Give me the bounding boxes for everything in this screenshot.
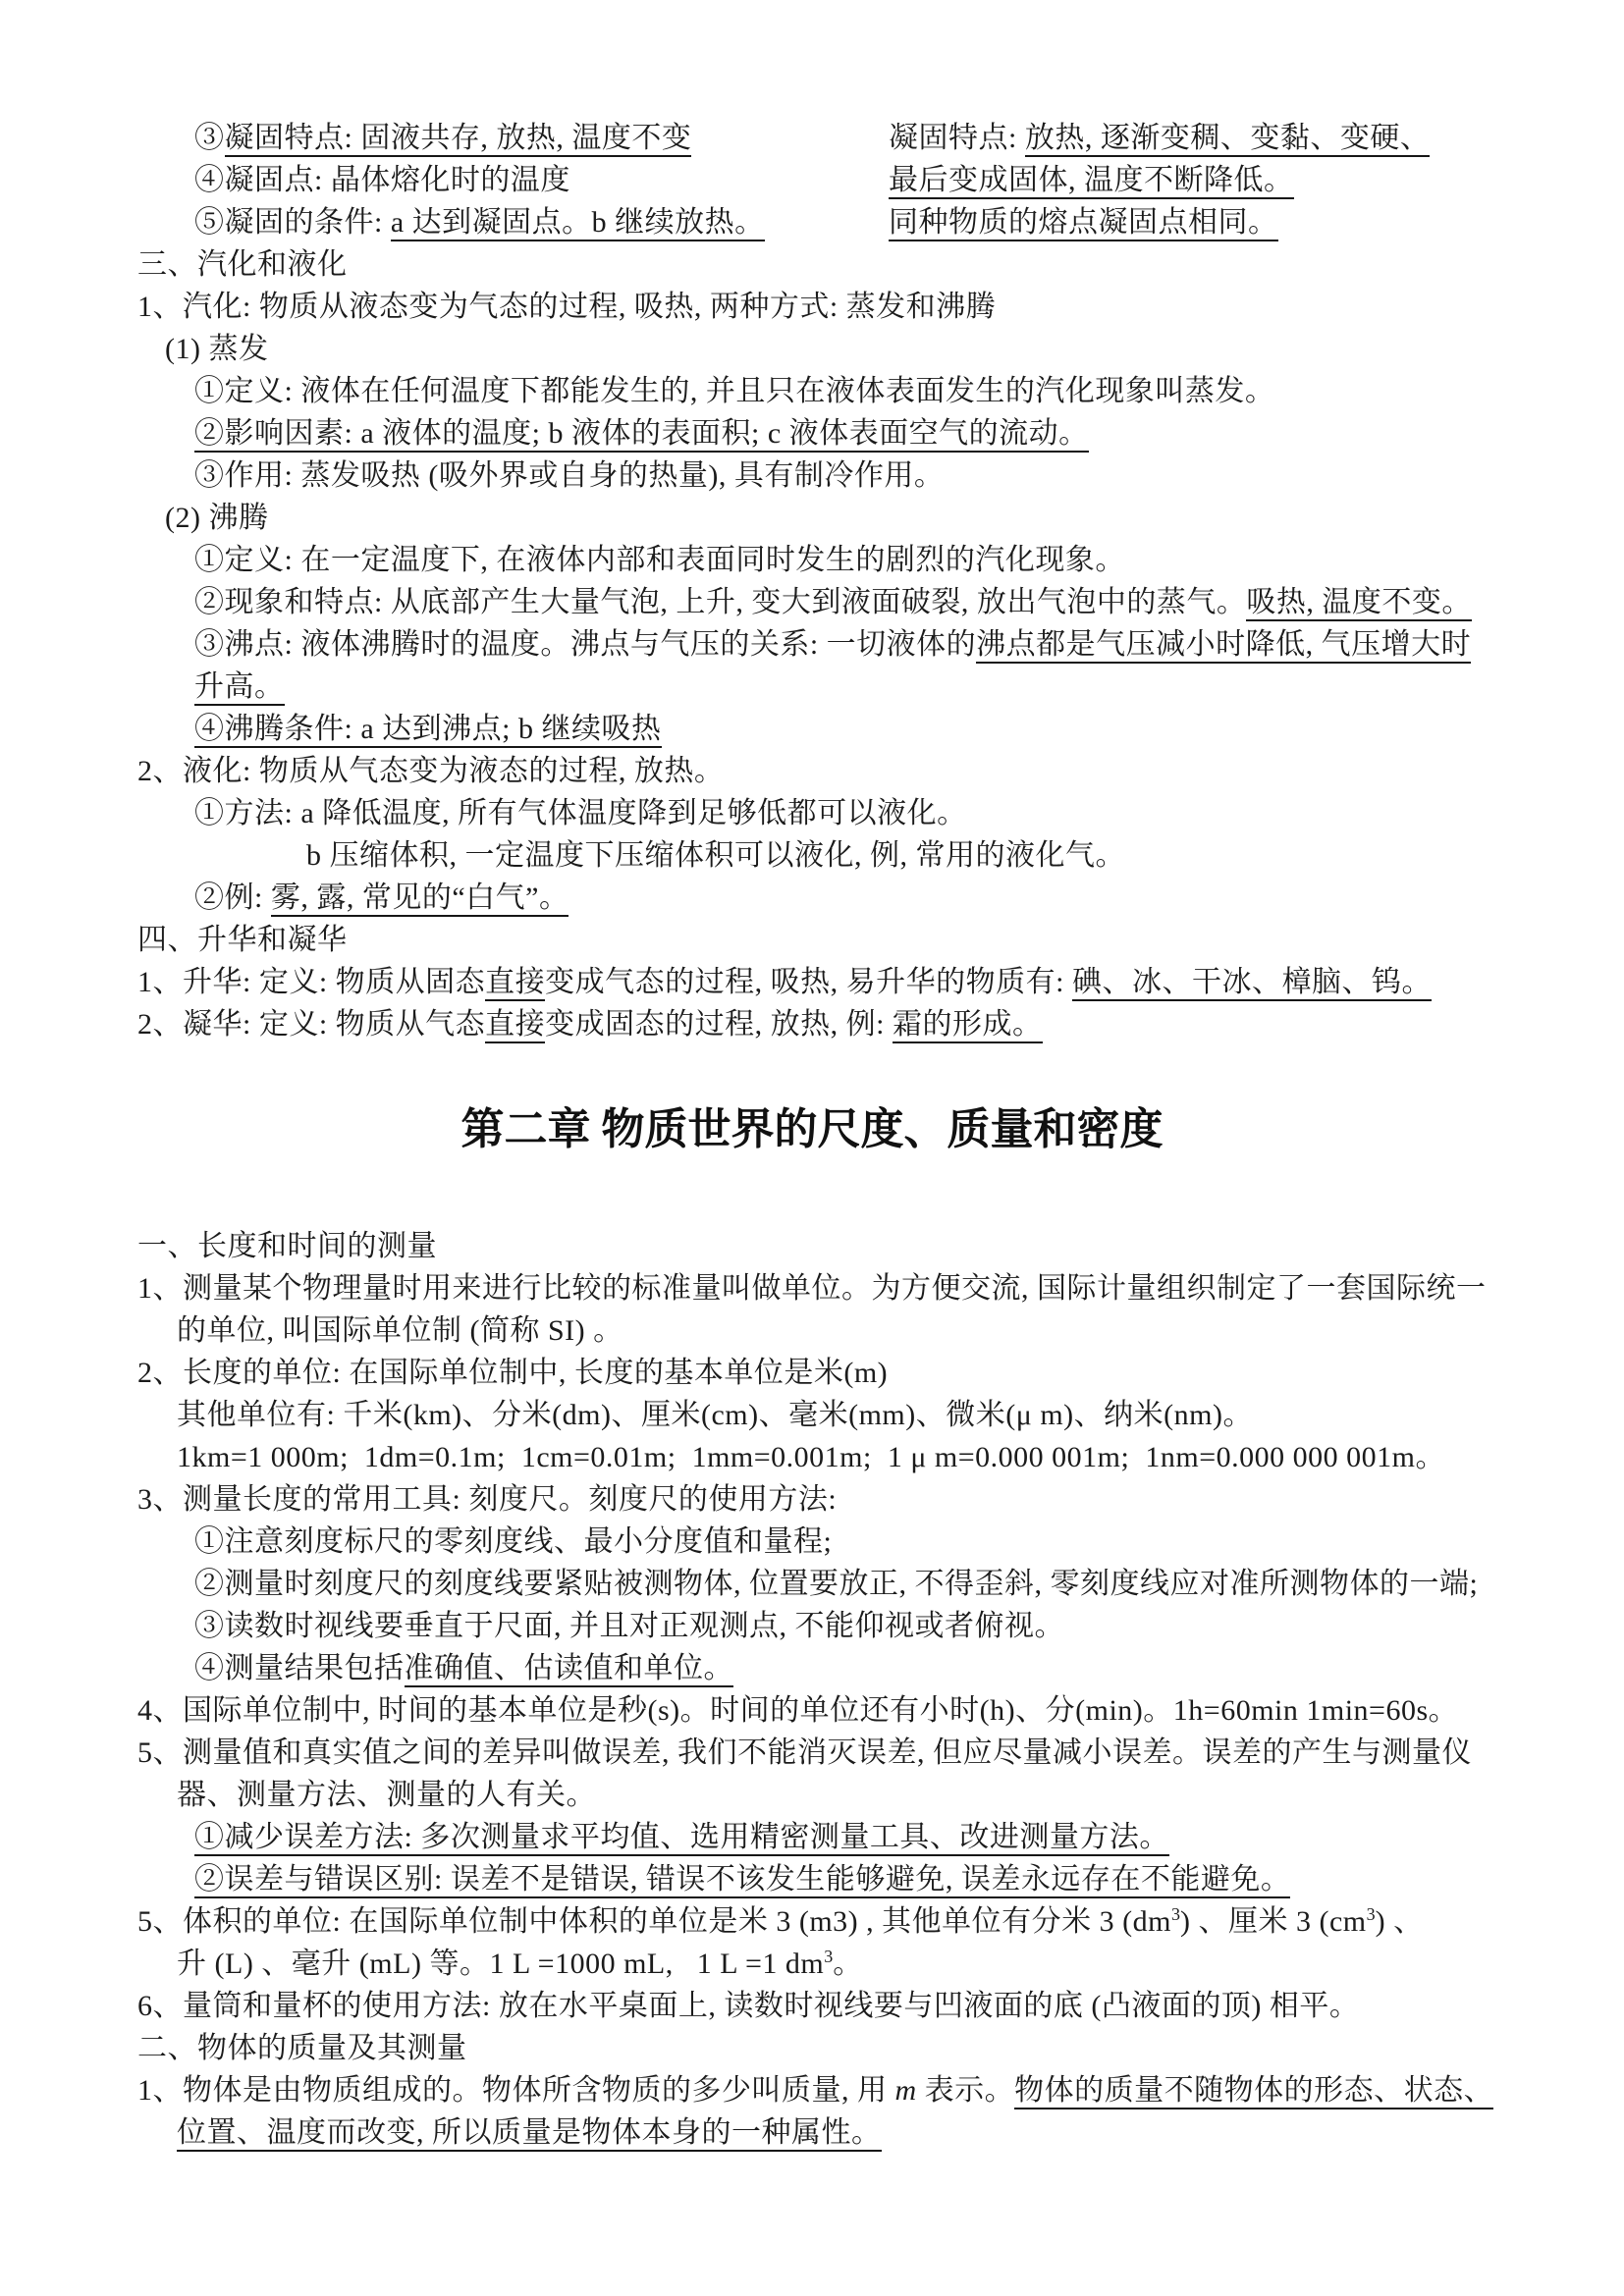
text-line: [0, 792, 1624, 834]
text-segment: 2、液化: 物质从气态变为液态的过程, 放热。: [137, 755, 725, 787]
underlined-text-segment: 放热, 逐渐变稠、变黏、变硬、: [1025, 122, 1431, 157]
text-segment: 5、测量值和真实值之间的差异叫做误差, 我们不能消灭误差, 但应尽量减小误差。误差的产生与测量仪: [137, 1736, 1472, 1769]
text-segment: ③作用: 蒸发吸热 (吸外界或自身的热量), 具有制冷作用。: [194, 459, 945, 492]
text-line: [0, 370, 1624, 412]
text-line: [0, 1309, 1624, 1352]
text-line: [0, 1003, 1624, 1045]
document-content: [0, 117, 1624, 2154]
text-line: [0, 581, 1624, 623]
text-line: [0, 1563, 1624, 1605]
text-line: [0, 2069, 1624, 2111]
superscript-segment: 3: [1366, 1904, 1376, 1924]
text-segment: 6、量筒和量杯的使用方法: 放在水平桌面上, 读数时视线要与凹液面的底 (凸液面的顶) 相平。: [137, 1990, 1360, 2022]
text-line: [0, 708, 1624, 750]
underlined-text-segment: 最后变成固体, 温度不断降低。: [889, 164, 1294, 199]
underlined-text-segment: ①减少误差方法: 多次测量求平均值、选用精密测量工具、改进测量方法。: [194, 1821, 1169, 1856]
text-line: [0, 1436, 1624, 1478]
text-line: [889, 201, 1430, 243]
right-column: [889, 117, 1430, 243]
text-segment: 的单位, 叫国际单位制 (简称 SI) 。: [177, 1314, 623, 1347]
text-line: [0, 1858, 1624, 1900]
text-line: [0, 750, 1624, 792]
text-segment: 器、测量方法、测量的人有关。: [177, 1779, 596, 1811]
text-line: [0, 1943, 1624, 1985]
text-line: [0, 328, 1624, 370]
text-segment: 1km=1 000m; 1dm=0.1m; 1cm=0.01m; 1mm=0.001m; 1 μ m=0.000 001m; 1nm=0.000 000 001m。: [177, 1441, 1445, 1473]
text-line: [0, 454, 1624, 497]
underlined-text-segment: 凝固特点: 固液共存, 放热, 温度不变: [225, 122, 692, 157]
text-segment: ⑤凝固的条件:: [194, 206, 391, 239]
text-segment: 1、测量某个物理量时用来进行比较的标准量叫做单位。为方便交流, 国际计量组织制定了一套国际统一: [137, 1272, 1487, 1305]
text-segment: ①定义: 在一定温度下, 在液体内部和表面同时发生的剧烈的汽化现象。: [194, 544, 1125, 576]
underlined-text-segment: 碘、冰、干冰、樟脑、钨。: [1072, 966, 1432, 1001]
text-line: [0, 1478, 1624, 1521]
text-segment: ①注意刻度标尺的零刻度线、最小分度值和量程;: [194, 1525, 833, 1558]
text-segment: ②例:: [194, 881, 271, 914]
text-segment: 凝固特点:: [889, 122, 1025, 154]
superscript-segment: 3: [1170, 1904, 1180, 1924]
text-line: [889, 117, 1430, 159]
text-segment: m: [894, 2074, 917, 2107]
underlined-text-segment: ④沸腾条件: a 达到沸点; b 继续吸热: [194, 713, 662, 748]
underlined-text-segment: 吸热, 温度不变。: [1246, 586, 1472, 621]
text-segment: 。: [833, 1948, 863, 1980]
underlined-text-segment: 直接: [485, 966, 545, 1001]
text-segment: 1、升华: 定义: 物质从固态: [137, 966, 486, 998]
chapter-heading: 第二章 物质世界的尺度、质量和密度: [460, 1105, 1164, 1153]
text-segment: ②现象和特点: 从底部产生大量气泡, 上升, 变大到液面破裂, 放出气泡中的蒸气。: [194, 586, 1247, 618]
text-segment: ③: [194, 122, 225, 154]
underlined-text-segment: 位置、温度而改变, 所以质量是物体本身的一种属性。: [177, 2116, 882, 2152]
text-line: [0, 1394, 1624, 1436]
text-segment: 变成固态的过程, 放热, 例:: [545, 1008, 893, 1041]
superscript-segment: 3: [824, 1947, 834, 1966]
text-segment: ③读数时视线要垂直于尺面, 并且对正观测点, 不能仰视或者俯视。: [194, 1610, 1064, 1642]
text-segment: (1) 蒸发: [165, 333, 269, 365]
text-segment: 4、国际单位制中, 时间的基本单位是秒(s)。时间的单位还有小时(h)、分(min)。1h=60min 1min=60s。: [137, 1694, 1459, 1727]
text-line: [0, 877, 1624, 919]
text-segment: ①定义: 液体在任何温度下都能发生的, 并且只在液体表面发生的汽化现象叫蒸发。: [194, 375, 1275, 407]
text-line: [0, 1521, 1624, 1563]
text-segment: b 压缩体积, 一定温度下压缩体积可以液化, 例, 常用的液化气。: [306, 839, 1125, 872]
text-segment: 四、升华和凝华: [137, 924, 348, 956]
text-line: [889, 159, 1430, 201]
underlined-text-segment: 沸点都是气压减小时降低, 气压增大时: [976, 628, 1471, 664]
text-segment: ) 、: [1375, 1905, 1424, 1938]
underlined-text-segment: 物体的质量不随物体的形态、状态、: [1014, 2074, 1493, 2109]
text-line: [0, 1732, 1624, 1774]
underlined-text-segment: 同种物质的熔点凝固点相同。: [889, 206, 1278, 241]
text-segment: ③沸点: 液体沸腾时的温度。沸点与气压的关系: 一切液体的: [194, 628, 977, 661]
text-segment: 一、长度和时间的测量: [137, 1230, 437, 1262]
underlined-text-segment: 准确值、估读值和单位。: [405, 1652, 734, 1687]
text-line: [0, 623, 1624, 666]
text-line: [0, 1647, 1624, 1689]
text-segment: ④测量结果包括: [194, 1652, 405, 1684]
text-line: [0, 666, 1624, 708]
text-segment: 1、物体是由物质组成的。物体所含物质的多少叫质量, 用: [137, 2074, 895, 2107]
text-segment: 表示。: [916, 2074, 1015, 2107]
text-segment: 1、汽化: 物质从液态变为气态的过程, 吸热, 两种方式: 蒸发和沸腾: [137, 291, 997, 323]
text-segment: ) 、厘米 3 (cm: [1179, 1905, 1367, 1938]
text-line: [0, 497, 1624, 539]
text-line: [0, 1225, 1624, 1267]
text-line: [0, 1352, 1624, 1394]
text-line: [0, 286, 1624, 328]
text-line: [0, 539, 1624, 581]
text-line: [0, 412, 1624, 454]
text-line: [0, 2111, 1624, 2154]
text-segment: 2、长度的单位: 在国际单位制中, 长度的基本单位是米(m): [137, 1357, 889, 1389]
text-line: [0, 1605, 1624, 1647]
text-segment: ④凝固点: 晶体熔化时的温度: [194, 164, 570, 196]
text-segment: 其他单位有: 千米(km)、分米(dm)、厘米(cm)、毫米(mm)、微米(μ m)、纳米(nm)。: [177, 1399, 1253, 1431]
underlined-text-segment: 直接: [485, 1008, 545, 1043]
text-line: [0, 243, 1624, 286]
text-line: [0, 961, 1624, 1003]
underlined-text-segment: 升高。: [194, 670, 285, 706]
text-line: [0, 834, 1624, 877]
text-line: [0, 1689, 1624, 1732]
two-column-block: [0, 117, 1624, 243]
underlined-text-segment: ②误差与错误区别: 误差不是错误, 错误不该发生能够避免, 误差永远存在不能避免。: [194, 1863, 1290, 1898]
underlined-text-segment: a 达到凝固点。b 继续放热。: [391, 206, 765, 241]
text-segment: ①方法: a 降低温度, 所有气体温度降到足够低都可以液化。: [194, 797, 967, 829]
text-segment: 三、汽化和液化: [137, 248, 348, 281]
text-line: [0, 1985, 1624, 2027]
text-line: [0, 1900, 1624, 1943]
text-segment: 二、物体的质量及其测量: [137, 2032, 467, 2064]
text-segment: 变成气态的过程, 吸热, 易升华的物质有:: [545, 966, 1073, 998]
text-segment: 3、测量长度的常用工具: 刻度尺。刻度尺的使用方法:: [137, 1483, 838, 1516]
text-line: [0, 919, 1624, 961]
text-segment: 升 (L) 、毫升 (mL) 等。1 L =1000 mL, 1 L =1 dm: [177, 1948, 825, 1980]
text-segment: (2) 沸腾: [165, 502, 269, 534]
text-segment: ②测量时刻度尺的刻度线要紧贴被测物体, 位置要放正, 不得歪斜, 零刻度线应对准所测物体的一端;: [194, 1568, 1479, 1600]
text-line: [0, 2027, 1624, 2069]
text-segment: 5、体积的单位: 在国际单位制中体积的单位是米 3 (m3) , 其他单位有分米 3 (dm: [137, 1905, 1171, 1938]
text-line: [0, 1774, 1624, 1816]
text-line: [0, 1816, 1624, 1858]
text-line: [0, 1267, 1624, 1309]
text-segment: 2、凝华: 定义: 物质从气态: [137, 1008, 486, 1041]
underlined-text-segment: ②影响因素: a 液体的温度; b 液体的表面积; c 液体表面空气的流动。: [194, 417, 1089, 453]
underlined-text-segment: 霜的形成。: [893, 1008, 1043, 1043]
underlined-text-segment: 雾, 露, 常见的“白气”。: [271, 881, 569, 917]
